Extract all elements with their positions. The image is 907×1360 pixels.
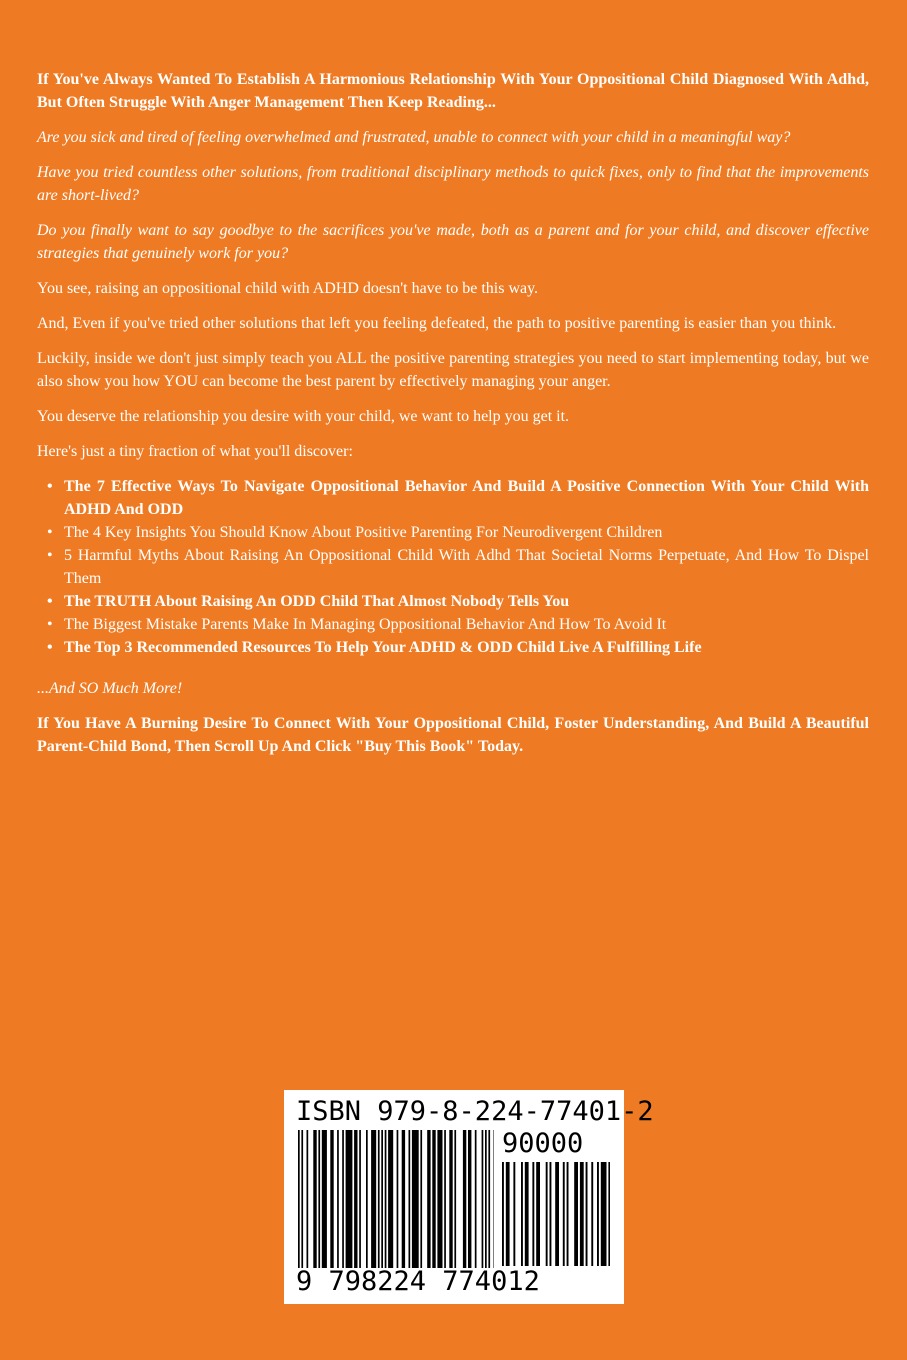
barcode-bar: [506, 1162, 510, 1266]
bullet-icon: •: [47, 478, 53, 495]
body-paragraph-1: You see, raising an oppositional child with ADHD doesn't have to be this way.: [37, 280, 539, 297]
bullet-icon: •: [47, 639, 53, 656]
call-to-action: If You Have A Burning Desire To Connect With Your Oppositional Child, Foster Understanding, And Build A Beautiful Parent-Child Bond, Then Scroll Up And Click "Buy This Book" Today.: [37, 715, 869, 755]
benefit-text: The TRUTH About Raising An ODD Child That Almost Nobody Tells You: [64, 593, 570, 610]
isbn-label: ISBN 979-8-224-77401-2: [296, 1096, 654, 1127]
barcode-bar: [385, 1130, 387, 1268]
body-paragraph-5: Here's just a tiny fraction of what you'll discover:: [37, 443, 353, 460]
question-1: Are you sick and tired of feeling overwhelmed and frustrated, unable to connect with your child in a meaningful way?: [37, 129, 791, 146]
bullet-icon: •: [47, 616, 53, 633]
barcode-bar: [601, 1162, 607, 1266]
benefit-item: [37, 544, 869, 590]
barcode-bar: [432, 1130, 435, 1268]
benefit-text: The Biggest Mistake Parents Make In Managing Oppositional Behavior And How To Avoid It: [64, 616, 667, 633]
barcode-bar: [485, 1130, 487, 1268]
headline: If You've Always Wanted To Establish A Harmonious Relationship With Your Oppositional Child Diagnosed With Adhd, But Often Struggle With Anger Management Then Keep Reading...: [37, 71, 869, 111]
benefit-text: The Top 3 Recommended Resources To Help Your ADHD & ODD Child Live A Fulfilling Life: [64, 639, 702, 656]
barcode-bar: [449, 1130, 452, 1268]
benefit-text: The 4 Key Insights You Should Know About Positive Parenting For Neurodivergent Children: [64, 524, 663, 541]
barcode-bar: [563, 1162, 565, 1266]
barcode-bar: [409, 1130, 411, 1268]
barcode-bar: [444, 1130, 446, 1268]
barcode-bar: [555, 1162, 559, 1266]
barcode-bar: [546, 1162, 548, 1266]
barcode-bar: [412, 1130, 419, 1268]
ean-barcode-bars: [298, 1130, 494, 1268]
barcode-bar: [354, 1130, 357, 1268]
benefit-item: [37, 590, 869, 613]
barcode-bar: [463, 1130, 466, 1268]
barcode-bar: [597, 1162, 599, 1266]
barcode-bar: [307, 1130, 309, 1268]
benefit-item: [37, 475, 869, 521]
back-cover-text: [37, 68, 869, 770]
and-so-much-more: ...And SO Much More!: [37, 680, 183, 697]
question-2: Have you tried countless other solutions, from traditional disciplinary methods to quick fixes, only to find that the improvements are short-lived?: [37, 164, 869, 204]
benefit-list: [37, 475, 869, 659]
barcode-bar: [427, 1130, 430, 1268]
barcode-bar: [346, 1130, 353, 1268]
barcode-bar: [567, 1162, 569, 1266]
bullet-icon: •: [47, 524, 53, 541]
barcode-bar: [488, 1130, 490, 1268]
benefit-text: 5 Harmful Myths About Raising An Oppositional Child With Adhd That Societal Norms Perpetuate, And How To Dispel Them: [64, 547, 869, 587]
barcode-bar: [301, 1130, 303, 1268]
barcode-bar: [437, 1130, 442, 1268]
barcode-bar: [397, 1130, 399, 1268]
benefit-text: The 7 Effective Ways To Navigate Oppositional Behavior And Build A Positive Connection With Your Child With ADHD And ODD: [64, 478, 869, 518]
barcode-bar: [494, 1130, 495, 1268]
barcode-bar: [521, 1162, 523, 1266]
body-paragraph-2: And, Even if you've tried other solutions that left you feeling defeated, the path to positive parenting is easier than you think.: [37, 315, 837, 332]
barcode-bar: [378, 1130, 380, 1268]
question-3: Do you finally want to say goodbye to the sacrifices you've made, both as a parent and for your child, and discover effective strategies that genuinely work for you?: [37, 222, 869, 262]
benefit-item: [37, 521, 869, 544]
benefit-item: [37, 636, 869, 659]
barcode-bar: [550, 1162, 552, 1266]
body-paragraph-4: You deserve the relationship you desire with your child, we want to help you get it.: [37, 408, 570, 425]
barcode-bar: [318, 1130, 320, 1268]
barcode-bar: [532, 1162, 534, 1266]
barcode-bar: [381, 1130, 383, 1268]
barcode-bar: [468, 1130, 471, 1268]
barcode-bar: [574, 1162, 578, 1266]
barcode-bar: [313, 1130, 316, 1268]
benefit-item: [37, 613, 869, 636]
barcode-bar: [475, 1130, 477, 1268]
body-paragraph-3: Luckily, inside we don't just simply teach you ALL the positive parenting strategies you need to start implementing today, but we also show you how YOU can become the best parent by effectively managing your anger.: [37, 350, 869, 390]
addon-barcode-bars: [502, 1162, 610, 1266]
barcode-bar: [330, 1130, 333, 1268]
barcode-bar: [580, 1162, 584, 1266]
bullet-icon: •: [47, 593, 53, 610]
barcode-bar: [513, 1162, 515, 1266]
barcode-bar: [402, 1130, 405, 1268]
ean-digits: 9 798224 774012: [296, 1266, 540, 1297]
barcode-bar: [482, 1130, 484, 1268]
barcode-bar: [298, 1130, 300, 1268]
barcode-bar: [322, 1130, 327, 1268]
barcode-bar: [371, 1130, 376, 1268]
barcode-bar: [502, 1162, 504, 1266]
barcode-bar: [591, 1162, 593, 1266]
barcode-bar: [359, 1130, 361, 1268]
barcode-bar: [454, 1130, 456, 1268]
price-addon-number: 90000: [502, 1128, 584, 1159]
barcode-bar: [420, 1130, 422, 1268]
barcode-bar: [536, 1162, 540, 1266]
barcode-bar: [608, 1162, 610, 1266]
barcode-bar: [388, 1130, 393, 1268]
barcode-bar: [342, 1130, 344, 1268]
barcode-bar: [337, 1130, 339, 1268]
isbn-barcode: [284, 1090, 654, 1304]
barcode-bar: [366, 1130, 368, 1268]
bullet-icon: •: [47, 547, 53, 564]
barcode-bar: [525, 1162, 529, 1266]
barcode-bar: [586, 1162, 588, 1266]
